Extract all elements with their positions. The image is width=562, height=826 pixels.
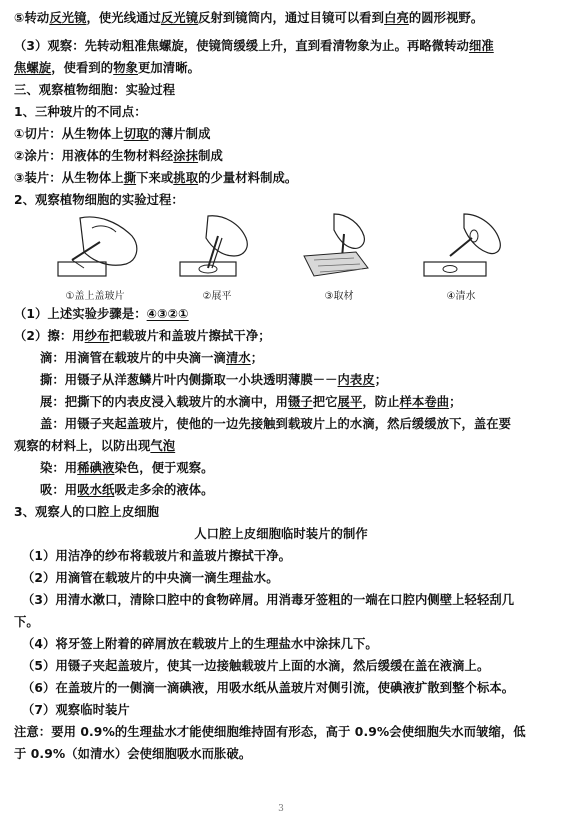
water-drop-drawing bbox=[406, 212, 516, 286]
procedure-illustration bbox=[40, 212, 520, 302]
subsection-heading: 2、观察植物细胞的实验过程： bbox=[14, 193, 184, 207]
text-line: 撕：用镊子从洋葱鳞片叶内侧撕取一小块透明薄膜－－内表皮； bbox=[40, 373, 388, 387]
text-line: （7）观察临时装片 bbox=[22, 703, 130, 717]
text-line: （2）用滴管在载玻片的中央滴一滴生理盐水。 bbox=[22, 571, 279, 585]
text-line: （3）观察：先转动粗准焦螺旋，使镜筒缓缓上升，直到看清物象为止。再略微转动细准 bbox=[14, 39, 494, 53]
text-line: （3）用清水漱口，清除口腔中的食物碎屑。用消毒牙签粗的一端在口腔内侧壁上轻轻刮几 bbox=[22, 593, 515, 607]
step-figure-2 bbox=[162, 212, 272, 302]
note-line: 注意：要用 0.9%的生理盐水才能使细胞维持固有形态，高于 0.9%会使细胞失水而皱缩，低 bbox=[14, 725, 526, 739]
step-figure-3 bbox=[284, 212, 394, 302]
text-line: （2）擦：用纱布把载玻片和盖玻片擦拭干净； bbox=[14, 329, 271, 343]
text-line: 观察的材料上，以防出现气泡 bbox=[14, 439, 176, 453]
text-line: 盖：用镊子夹起盖玻片，使他的一边先接触到载玻片上的水滴，然后缓缓放下，盖在要 bbox=[40, 417, 512, 431]
text-line: 展：把撕下的内表皮浸入载玻片的水滴中，用镊子把它展平，防止样本卷曲； bbox=[40, 395, 462, 409]
figure-caption: ①盖上盖玻片 bbox=[65, 291, 125, 302]
section-heading: 三、观察植物细胞：实验过程 bbox=[14, 83, 176, 97]
text-line: ②涂片：用液体的生物材料经涂抹制成 bbox=[14, 149, 223, 163]
figure-caption: ④清水 bbox=[446, 291, 476, 302]
step-figure-1 bbox=[40, 212, 150, 302]
sampling-drawing bbox=[284, 212, 394, 286]
text-line: 滴：用滴管在载玻片的中央滴一滴清水； bbox=[40, 351, 264, 365]
text-line: （6）在盖玻片的一侧滴一滴碘液，用吸水纸从盖玻片对侧引流，使碘液扩散到整个标本。 bbox=[22, 681, 515, 695]
text-line: （4）将牙签上附着的碎屑放在载玻片上的生理盐水中涂抹几下。 bbox=[22, 637, 378, 651]
subsection-heading: 1、三种玻片的不同点： bbox=[14, 105, 147, 119]
note-line: 于 0.9%（如清水）会使细胞吸水而胀破。 bbox=[14, 747, 252, 761]
figure-caption: ②展平 bbox=[202, 291, 232, 302]
page-number: 3 bbox=[278, 804, 284, 814]
text-line: 焦螺旋，使看到的物象更加清晰。 bbox=[14, 61, 200, 75]
text-line: ⑤转动反光镜，使光线通过反光镜反射到镜筒内，通过目镜可以看到白亮的圆形视野。 bbox=[14, 11, 484, 25]
text-line: ①切片：从生物体上切取的薄片制成 bbox=[14, 127, 211, 141]
text-line: 吸：用吸水纸吸走多余的液体。 bbox=[40, 483, 214, 497]
spread-drawing bbox=[162, 212, 272, 286]
text-line: （5）用镊子夹起盖玻片，使其一边接触载玻片上面的水滴，然后缓缓在盖在液滴上。 bbox=[22, 659, 490, 673]
text-line: 染：用稀碘液染色，便于观察。 bbox=[40, 461, 214, 475]
text-line: ③装片：从生物体上撕下来或挑取的少量材料制成。 bbox=[14, 171, 298, 185]
text-line: （1）上述实验步骤是：④③②① bbox=[14, 307, 189, 321]
procedure-title: 人口腔上皮细胞临时装片的制作 bbox=[194, 527, 368, 541]
step-figure-4 bbox=[406, 212, 516, 302]
cover-slip-drawing bbox=[40, 212, 150, 286]
text-line: 下。 bbox=[14, 615, 39, 629]
subsection-heading: 3、观察人的口腔上皮细胞 bbox=[14, 505, 160, 519]
text-line: （1）用洁净的纱布将载玻片和盖玻片擦拭干净。 bbox=[22, 549, 291, 563]
figure-caption: ③取材 bbox=[324, 291, 354, 302]
